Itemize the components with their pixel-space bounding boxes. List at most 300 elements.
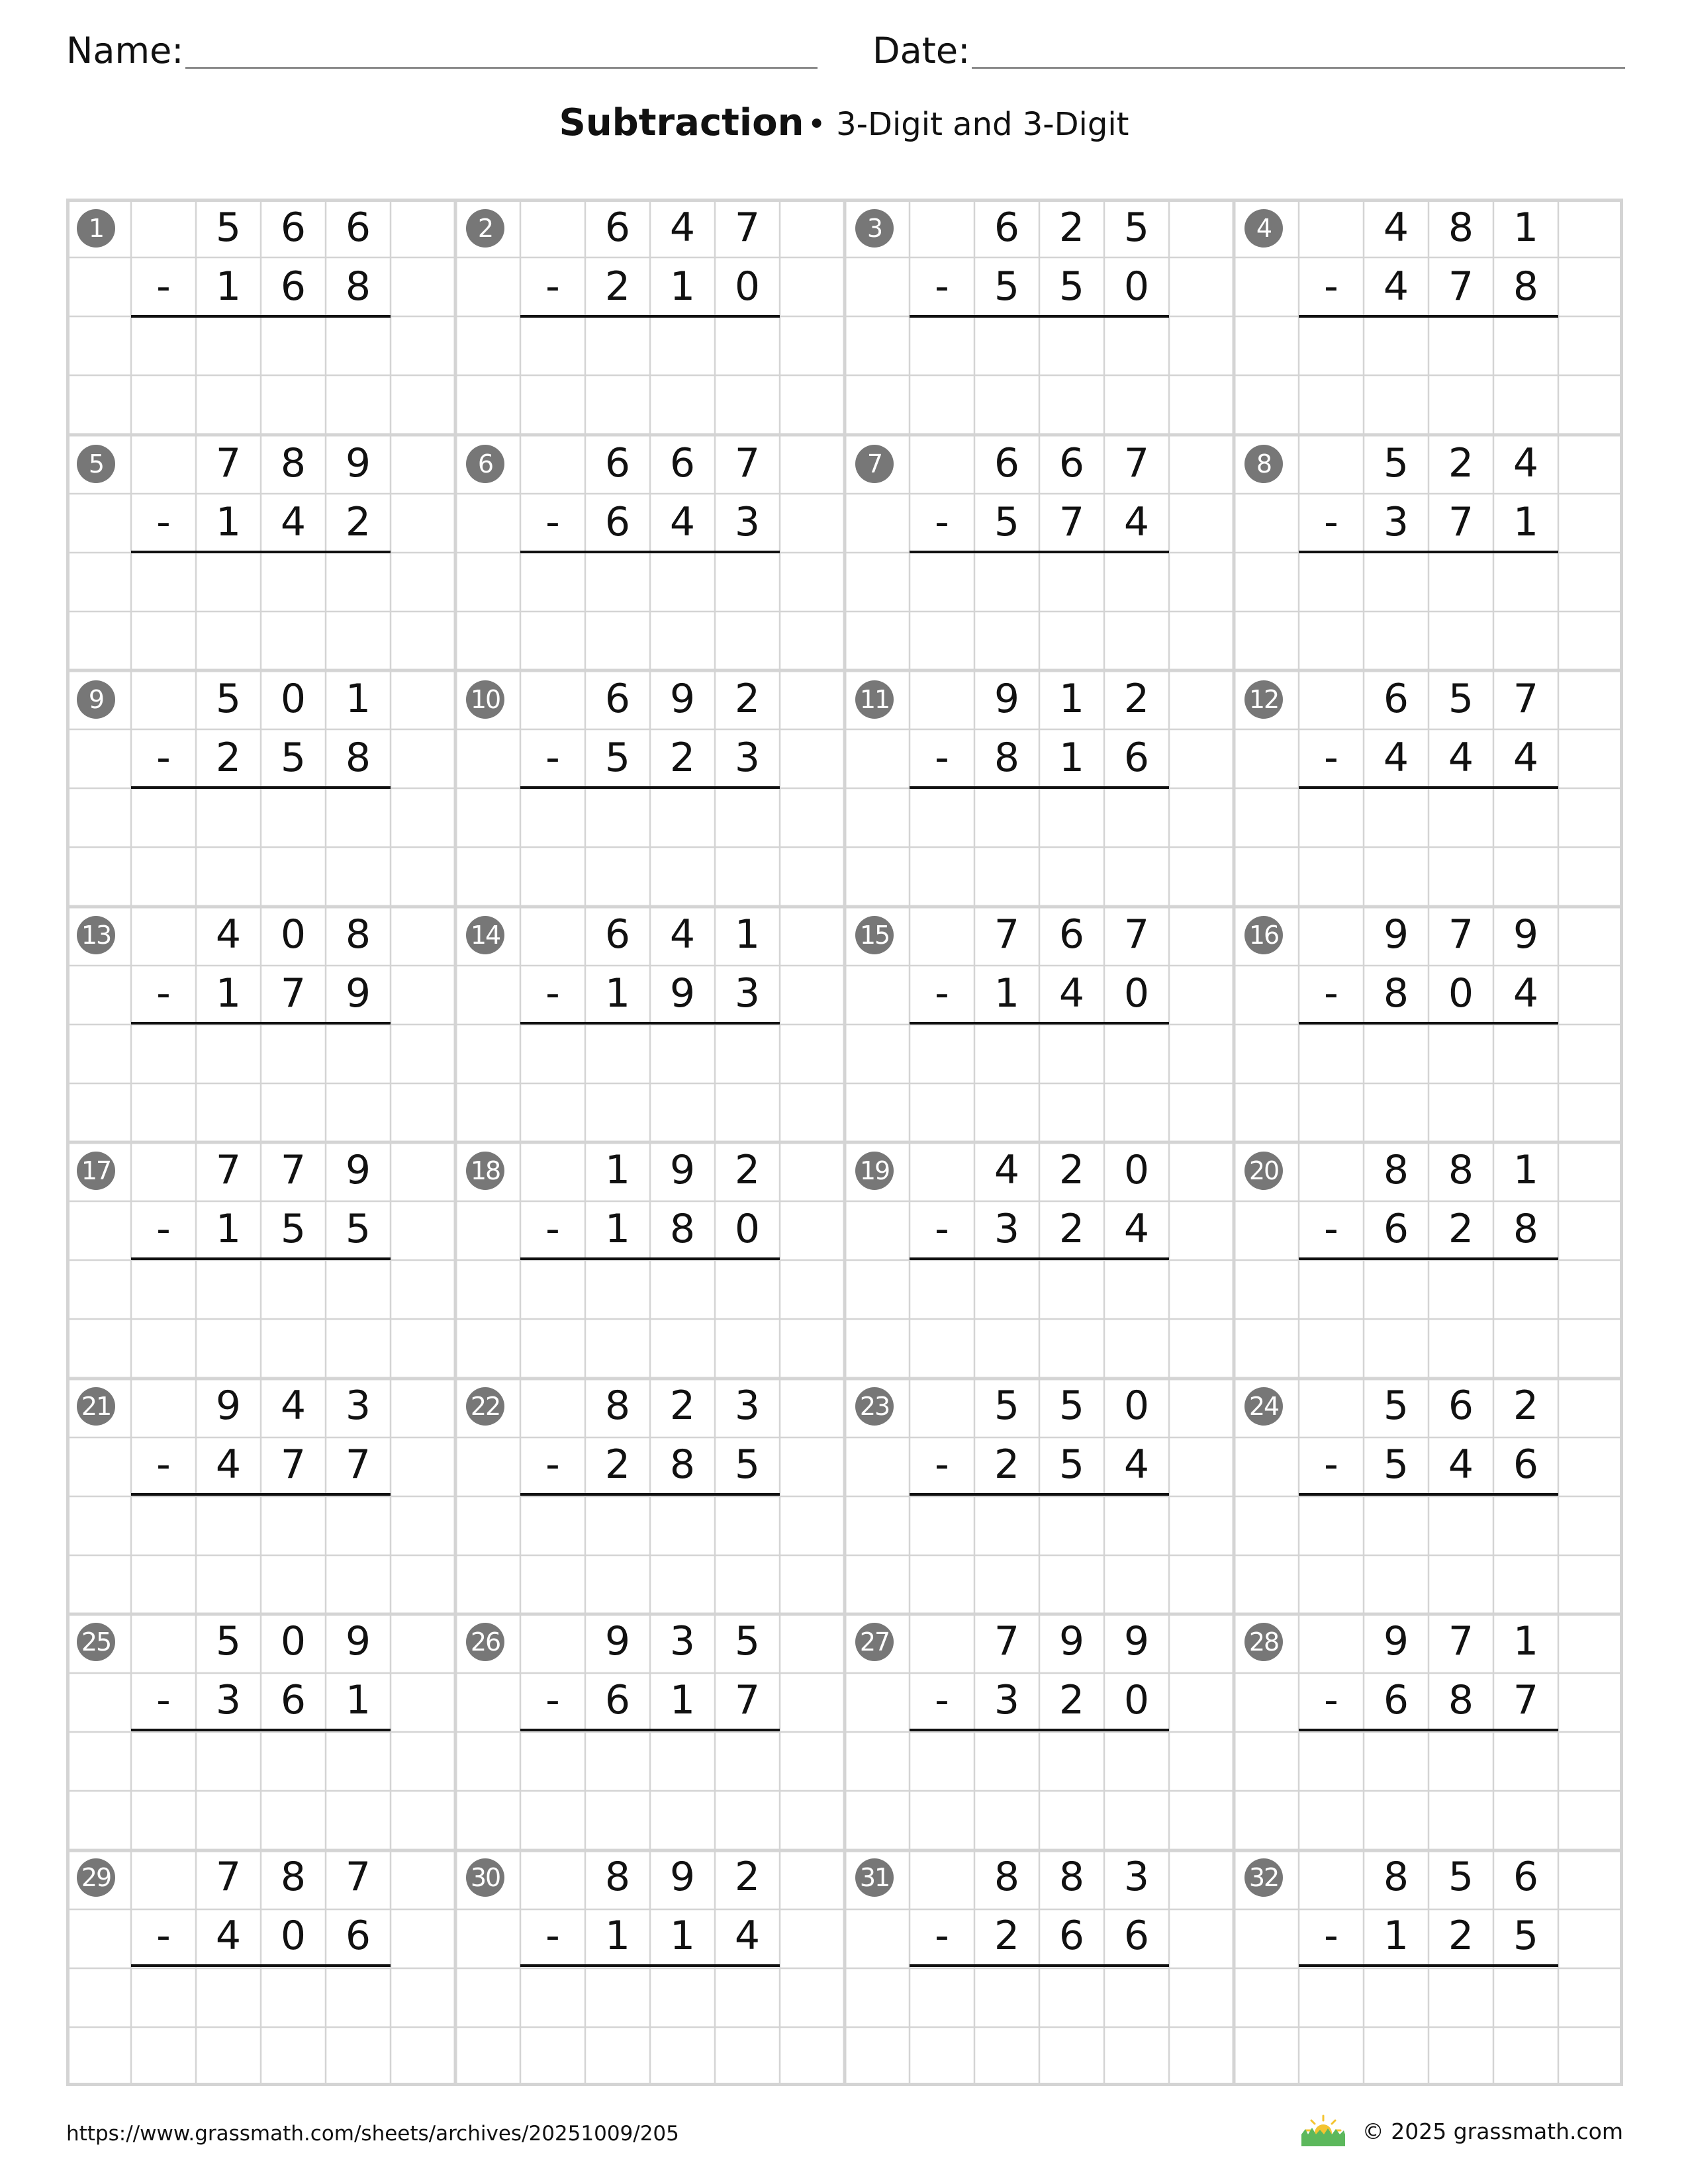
answer-cell[interactable] (131, 788, 196, 846)
answer-cell[interactable] (326, 1494, 391, 1553)
problem-21 (66, 1377, 455, 1612)
minuend-digit: 7 (215, 1854, 242, 1900)
footer-brand (1299, 2113, 1623, 2150)
answer-cell[interactable] (910, 1023, 974, 1082)
answer-cell[interactable] (974, 1494, 1039, 1553)
problem-19 (845, 1141, 1234, 1377)
minuend-digit: 1 (1058, 676, 1085, 722)
minus-sign: - (156, 1206, 171, 1252)
answer-cell[interactable] (261, 1259, 326, 1318)
subtrahend-digit: 2 (669, 735, 696, 781)
answer-cell[interactable] (715, 1259, 780, 1318)
date-label: Date: (872, 30, 970, 71)
minuend-digit: 9 (1383, 911, 1409, 958)
problem-number-badge: 27 (855, 1623, 894, 1661)
minuend-digit: 8 (1383, 1147, 1409, 1193)
problem-number-badge: 15 (855, 916, 894, 954)
answer-cell[interactable] (1299, 316, 1364, 375)
subtrahend-digit: 2 (1058, 1206, 1085, 1252)
subtrahend-digit: 8 (1448, 1677, 1474, 1723)
minuend-digit: 7 (1448, 911, 1474, 958)
subtrahend-digit: 7 (734, 1677, 761, 1723)
answer-cell[interactable] (326, 788, 391, 846)
minus-sign: - (545, 970, 560, 1017)
problem-number-badge: 2 (466, 209, 504, 248)
answer-cell[interactable] (974, 552, 1039, 611)
problem-number-badge: 12 (1244, 680, 1283, 719)
minuend-digit: 2 (1058, 1147, 1085, 1193)
answer-cell[interactable] (520, 1259, 585, 1318)
minus-sign: - (935, 499, 949, 545)
problem-13 (66, 905, 455, 1141)
answer-cell[interactable] (1039, 788, 1104, 846)
subtrahend-digit: 4 (1058, 970, 1085, 1017)
minus-sign: - (935, 1913, 949, 1959)
subtrahend-digit: 5 (994, 499, 1020, 545)
answer-cell[interactable] (585, 1730, 650, 1789)
problem-17 (66, 1141, 455, 1377)
subtrahend-digit: 4 (1383, 735, 1409, 781)
answer-cell[interactable] (1104, 316, 1169, 375)
answer-cell[interactable] (1493, 1730, 1558, 1789)
minuend-digit: 1 (345, 676, 371, 722)
answer-cell[interactable] (974, 1730, 1039, 1789)
answer-cell[interactable] (1104, 1259, 1169, 1318)
minuend-digit: 8 (604, 1383, 631, 1429)
subtrahend-digit: 1 (345, 1677, 371, 1723)
minuend-digit: 6 (994, 205, 1020, 251)
subtrahend-digit: 2 (345, 499, 371, 545)
problem-number-badge: 7 (855, 445, 894, 483)
minuend-digit: 0 (280, 676, 306, 722)
answer-cell[interactable] (974, 1966, 1039, 2025)
subtrahend-digit: 4 (1448, 735, 1474, 781)
minuend-digit: 6 (1513, 1854, 1539, 1900)
minus-sign: - (1324, 263, 1338, 310)
answer-cell[interactable] (131, 1494, 196, 1553)
minuend-digit: 2 (1123, 676, 1150, 722)
subtrahend-digit: 4 (280, 499, 306, 545)
problem-2 (455, 199, 845, 434)
answer-cell[interactable] (261, 1966, 326, 2025)
minus-sign: - (156, 499, 171, 545)
answer-cell[interactable] (326, 316, 391, 375)
problem-number-badge: 6 (466, 445, 504, 483)
answer-cell[interactable] (261, 788, 326, 846)
minuend-digit: 4 (669, 911, 696, 958)
answer-cell[interactable] (1364, 316, 1429, 375)
problem-number-badge: 20 (1244, 1152, 1283, 1190)
problem-25 (66, 1612, 455, 1848)
subtrahend-digit: 8 (1513, 263, 1539, 310)
answer-cell[interactable] (715, 1730, 780, 1789)
problem-9 (66, 670, 455, 905)
minuend-digit: 5 (215, 676, 242, 722)
answer-cell[interactable] (585, 316, 650, 375)
answer-cell[interactable] (585, 1494, 650, 1553)
minuend-digit: 5 (994, 1383, 1020, 1429)
answer-cell[interactable] (1493, 1023, 1558, 1082)
subtrahend-digit: 2 (1448, 1913, 1474, 1959)
answer-cell[interactable] (715, 788, 780, 846)
answer-cell[interactable] (910, 788, 974, 846)
minuend-digit: 1 (1513, 1147, 1539, 1193)
answer-cell[interactable] (196, 552, 261, 611)
minuend-digit: 5 (215, 1618, 242, 1664)
answer-cell[interactable] (520, 316, 585, 375)
answer-cell[interactable] (585, 788, 650, 846)
minuend-digit: 6 (1383, 676, 1409, 722)
answer-cell[interactable] (196, 316, 261, 375)
subtrahend-digit: 5 (994, 263, 1020, 310)
minuend-digit: 0 (280, 1618, 306, 1664)
answer-cell[interactable] (261, 1730, 326, 1789)
problem-3 (845, 199, 1234, 434)
minuend-digit: 9 (1123, 1618, 1150, 1664)
answer-cell[interactable] (196, 1023, 261, 1082)
minuend-digit: 5 (1383, 440, 1409, 486)
minuend-digit: 2 (1448, 440, 1474, 486)
answer-cell[interactable] (326, 1259, 391, 1318)
problem-32 (1234, 1848, 1623, 2083)
answer-cell[interactable] (1299, 552, 1364, 611)
subtrahend-digit: 6 (280, 1677, 306, 1723)
answer-cell[interactable] (261, 1494, 326, 1553)
subtrahend-digit: 8 (345, 735, 371, 781)
answer-cell[interactable] (585, 1259, 650, 1318)
answer-cell[interactable] (1429, 1494, 1493, 1553)
answer-cell[interactable] (1429, 1966, 1493, 2025)
subtrahend-digit: 2 (994, 1441, 1020, 1488)
answer-cell[interactable] (715, 1966, 780, 2025)
answer-cell[interactable] (1364, 1259, 1429, 1318)
minuend-digit: 3 (1123, 1854, 1150, 1900)
answer-cell[interactable] (1493, 552, 1558, 611)
subtrahend-digit: 7 (345, 1441, 371, 1488)
answer-cell[interactable] (261, 552, 326, 611)
answer-cell[interactable] (520, 1023, 585, 1082)
subtrahend-digit: 0 (280, 1913, 306, 1959)
minuend-digit: 0 (1123, 1147, 1150, 1193)
minuend-digit: 9 (1383, 1618, 1409, 1664)
problem-4 (1234, 199, 1623, 434)
subtrahend-digit: 2 (604, 263, 631, 310)
answer-cell[interactable] (326, 1966, 391, 2025)
minus-sign: - (935, 1206, 949, 1252)
minuend-digit: 8 (1448, 1147, 1474, 1193)
problem-23 (845, 1377, 1234, 1612)
answer-cell[interactable] (131, 1259, 196, 1318)
minus-sign: - (156, 1913, 171, 1959)
subtrahend-digit: 0 (1123, 263, 1150, 310)
answer-cell[interactable] (1429, 1023, 1493, 1082)
subtrahend-digit: 4 (1513, 970, 1539, 1017)
problem-number-badge: 14 (466, 916, 504, 954)
answer-cell[interactable] (1364, 1023, 1429, 1082)
minuend-digit: 2 (734, 1854, 761, 1900)
answer-cell[interactable] (650, 1966, 715, 2025)
minuend-digit: 8 (1383, 1854, 1409, 1900)
problem-number-badge: 9 (77, 680, 115, 719)
answer-cell[interactable] (196, 788, 261, 846)
minuend-digit: 6 (280, 205, 306, 251)
problem-14 (455, 905, 845, 1141)
answer-cell[interactable] (1299, 1259, 1364, 1318)
answer-cell[interactable] (650, 1023, 715, 1082)
answer-cell[interactable] (1364, 788, 1429, 846)
subtrahend-digit: 2 (1058, 1677, 1085, 1723)
answer-cell[interactable] (131, 1966, 196, 2025)
answer-cell[interactable] (131, 552, 196, 611)
grass-sun-logo-icon (1299, 2115, 1348, 2148)
problem-8 (1234, 434, 1623, 670)
subtrahend-digit: 6 (345, 1913, 371, 1959)
answer-cell[interactable] (131, 1023, 196, 1082)
subtrahend-digit: 3 (994, 1677, 1020, 1723)
subtrahend-digit: 6 (1383, 1206, 1409, 1252)
answer-cell[interactable] (1039, 1730, 1104, 1789)
answer-cell[interactable] (196, 1259, 261, 1318)
answer-cell[interactable] (1039, 316, 1104, 375)
answer-cell[interactable] (520, 1730, 585, 1789)
subtrahend-digit: 1 (215, 970, 242, 1017)
answer-cell[interactable] (520, 552, 585, 611)
answer-cell[interactable] (131, 1730, 196, 1789)
answer-cell[interactable] (1364, 552, 1429, 611)
problem-number-badge: 18 (466, 1152, 504, 1190)
minuend-digit: 8 (280, 440, 306, 486)
answer-cell[interactable] (715, 316, 780, 375)
minuend-digit: 3 (345, 1383, 371, 1429)
answer-cell[interactable] (585, 1023, 650, 1082)
answer-cell[interactable] (520, 788, 585, 846)
answer-cell[interactable] (1364, 1494, 1429, 1553)
problem-1 (66, 199, 455, 434)
answer-cell[interactable] (196, 1494, 261, 1553)
problem-7 (845, 434, 1234, 670)
answer-cell[interactable] (974, 1259, 1039, 1318)
subtrahend-digit: 5 (734, 1441, 761, 1488)
minuend-digit: 5 (734, 1618, 761, 1664)
minus-sign: - (1324, 1206, 1338, 1252)
minus-sign: - (1324, 1913, 1338, 1959)
answer-cell[interactable] (650, 1730, 715, 1789)
answer-cell[interactable] (1299, 788, 1364, 846)
answer-cell[interactable] (1429, 1259, 1493, 1318)
answer-cell[interactable] (1299, 1730, 1364, 1789)
minuend-digit: 4 (215, 911, 242, 958)
answer-cell[interactable] (261, 1023, 326, 1082)
problem-28 (1234, 1612, 1623, 1848)
answer-cell[interactable] (196, 1966, 261, 2025)
problem-29 (66, 1848, 455, 2083)
minuend-digit: 9 (604, 1618, 631, 1664)
answer-cell[interactable] (585, 552, 650, 611)
answer-cell[interactable] (650, 788, 715, 846)
answer-cell[interactable] (715, 1023, 780, 1082)
subtrahend-digit: 5 (1383, 1441, 1409, 1488)
answer-cell[interactable] (1493, 1259, 1558, 1318)
minus-sign: - (1324, 1441, 1338, 1488)
subtrahend-digit: 1 (1513, 499, 1539, 545)
minuend-digit: 7 (345, 1854, 371, 1900)
answer-cell[interactable] (1493, 1494, 1558, 1553)
subtrahend-digit: 5 (345, 1206, 371, 1252)
problem-number-badge: 1 (77, 209, 115, 248)
problem-15 (845, 905, 1234, 1141)
footer-copyright: © 2025 grassmath.com (1362, 2118, 1623, 2144)
subtrahend-digit: 3 (734, 735, 761, 781)
answer-cell[interactable] (261, 316, 326, 375)
date-field[interactable] (872, 26, 1625, 69)
answer-cell[interactable] (910, 1966, 974, 2025)
answer-cell[interactable] (1039, 1494, 1104, 1553)
problem-27 (845, 1612, 1234, 1848)
answer-cell[interactable] (585, 1966, 650, 2025)
minuend-digit: 5 (1123, 205, 1150, 251)
problem-number-badge: 22 (466, 1387, 504, 1426)
problem-number-badge: 4 (1244, 209, 1283, 248)
subtrahend-digit: 6 (280, 263, 306, 310)
answer-cell[interactable] (1104, 1494, 1169, 1553)
subtrahend-digit: 7 (1058, 499, 1085, 545)
minuend-digit: 9 (1058, 1618, 1085, 1664)
subtrahend-digit: 4 (734, 1913, 761, 1959)
subtrahend-digit: 5 (1058, 263, 1085, 310)
answer-cell[interactable] (520, 1494, 585, 1553)
answer-cell[interactable] (1364, 1730, 1429, 1789)
minuend-digit: 5 (1448, 1854, 1474, 1900)
minuend-digit: 9 (994, 676, 1020, 722)
minuend-digit: 4 (669, 205, 696, 251)
name-label: Name: (66, 30, 184, 71)
problem-number-badge: 3 (855, 209, 894, 248)
problem-30 (455, 1848, 845, 2083)
answer-cell[interactable] (910, 1730, 974, 1789)
answer-cell[interactable] (1299, 1494, 1364, 1553)
answer-cell[interactable] (1104, 788, 1169, 846)
minuend-digit: 9 (345, 1618, 371, 1664)
answer-cell[interactable] (131, 316, 196, 375)
minuend-digit: 7 (215, 1147, 242, 1193)
answer-cell[interactable] (650, 1259, 715, 1318)
minuend-digit: 5 (215, 205, 242, 251)
answer-cell[interactable] (1429, 1730, 1493, 1789)
subtrahend-digit: 2 (1448, 1206, 1474, 1252)
minuend-digit: 2 (1058, 205, 1085, 251)
minuend-digit: 6 (1448, 1383, 1474, 1429)
answer-cell[interactable] (910, 316, 974, 375)
answer-cell[interactable] (974, 316, 1039, 375)
answer-cell[interactable] (1493, 316, 1558, 375)
subtrahend-digit: 5 (280, 735, 306, 781)
answer-cell[interactable] (650, 1494, 715, 1553)
answer-cell[interactable] (196, 1730, 261, 1789)
problem-5 (66, 434, 455, 670)
answer-cell[interactable] (1104, 1730, 1169, 1789)
answer-cell[interactable] (1104, 1023, 1169, 1082)
subtrahend-digit: 9 (345, 970, 371, 1017)
answer-cell[interactable] (650, 316, 715, 375)
subtrahend-digit: 1 (215, 1206, 242, 1252)
answer-cell[interactable] (1299, 1966, 1364, 2025)
subtrahend-digit: 8 (669, 1206, 696, 1252)
name-input-line[interactable] (185, 67, 818, 69)
answer-cell[interactable] (326, 1023, 391, 1082)
answer-cell[interactable] (650, 552, 715, 611)
problem-11 (845, 670, 1234, 905)
minuend-digit: 4 (1383, 205, 1409, 251)
minus-sign: - (545, 263, 560, 310)
problem-26 (455, 1612, 845, 1848)
minuend-digit: 6 (994, 440, 1020, 486)
minus-sign: - (156, 1441, 171, 1488)
problem-number-badge: 10 (466, 680, 504, 719)
answer-cell[interactable] (910, 1259, 974, 1318)
answer-cell[interactable] (326, 1730, 391, 1789)
answer-cell[interactable] (1039, 552, 1104, 611)
subtrahend-digit: 3 (734, 970, 761, 1017)
subtrahend-digit: 0 (734, 263, 761, 310)
minus-sign: - (935, 1441, 949, 1488)
problem-6 (455, 434, 845, 670)
subtrahend-digit: 2 (994, 1913, 1020, 1959)
minuend-digit: 6 (669, 440, 696, 486)
answer-cell[interactable] (1299, 1023, 1364, 1082)
answer-cell[interactable] (1429, 316, 1493, 375)
name-field[interactable] (66, 26, 818, 69)
minuend-digit: 7 (1448, 1618, 1474, 1664)
answer-cell[interactable] (326, 552, 391, 611)
answer-cell[interactable] (1039, 1966, 1104, 2025)
answer-cell[interactable] (1104, 1966, 1169, 2025)
problem-10 (455, 670, 845, 905)
problem-number-badge: 8 (1244, 445, 1283, 483)
answer-cell[interactable] (1493, 1966, 1558, 2025)
answer-cell[interactable] (1104, 552, 1169, 611)
problem-number-badge: 21 (77, 1387, 115, 1426)
minuend-digit: 7 (734, 440, 761, 486)
minuend-digit: 7 (994, 1618, 1020, 1664)
answer-cell[interactable] (520, 1966, 585, 2025)
minuend-digit: 8 (994, 1854, 1020, 1900)
minuend-digit: 8 (280, 1854, 306, 1900)
answer-cell[interactable] (1039, 1259, 1104, 1318)
answer-cell[interactable] (715, 1494, 780, 1553)
answer-cell[interactable] (1429, 552, 1493, 611)
minus-sign: - (156, 735, 171, 781)
answer-cell[interactable] (1493, 788, 1558, 846)
answer-cell[interactable] (974, 788, 1039, 846)
date-input-line[interactable] (972, 67, 1625, 69)
answer-cell[interactable] (910, 1494, 974, 1553)
minuend-digit: 5 (1448, 676, 1474, 722)
minuend-digit: 6 (604, 911, 631, 958)
minuend-digit: 5 (1058, 1383, 1085, 1429)
answer-cell[interactable] (715, 552, 780, 611)
answer-cell[interactable] (1364, 1966, 1429, 2025)
answer-cell[interactable] (974, 1023, 1039, 1082)
answer-cell[interactable] (1429, 788, 1493, 846)
answer-cell[interactable] (1039, 1023, 1104, 1082)
problem-12 (1234, 670, 1623, 905)
problem-20 (1234, 1141, 1623, 1377)
minuend-digit: 9 (669, 1147, 696, 1193)
answer-cell[interactable] (910, 552, 974, 611)
subtrahend-digit: 0 (1123, 1677, 1150, 1723)
subtrahend-digit: 8 (994, 735, 1020, 781)
subtrahend-digit: 5 (604, 735, 631, 781)
